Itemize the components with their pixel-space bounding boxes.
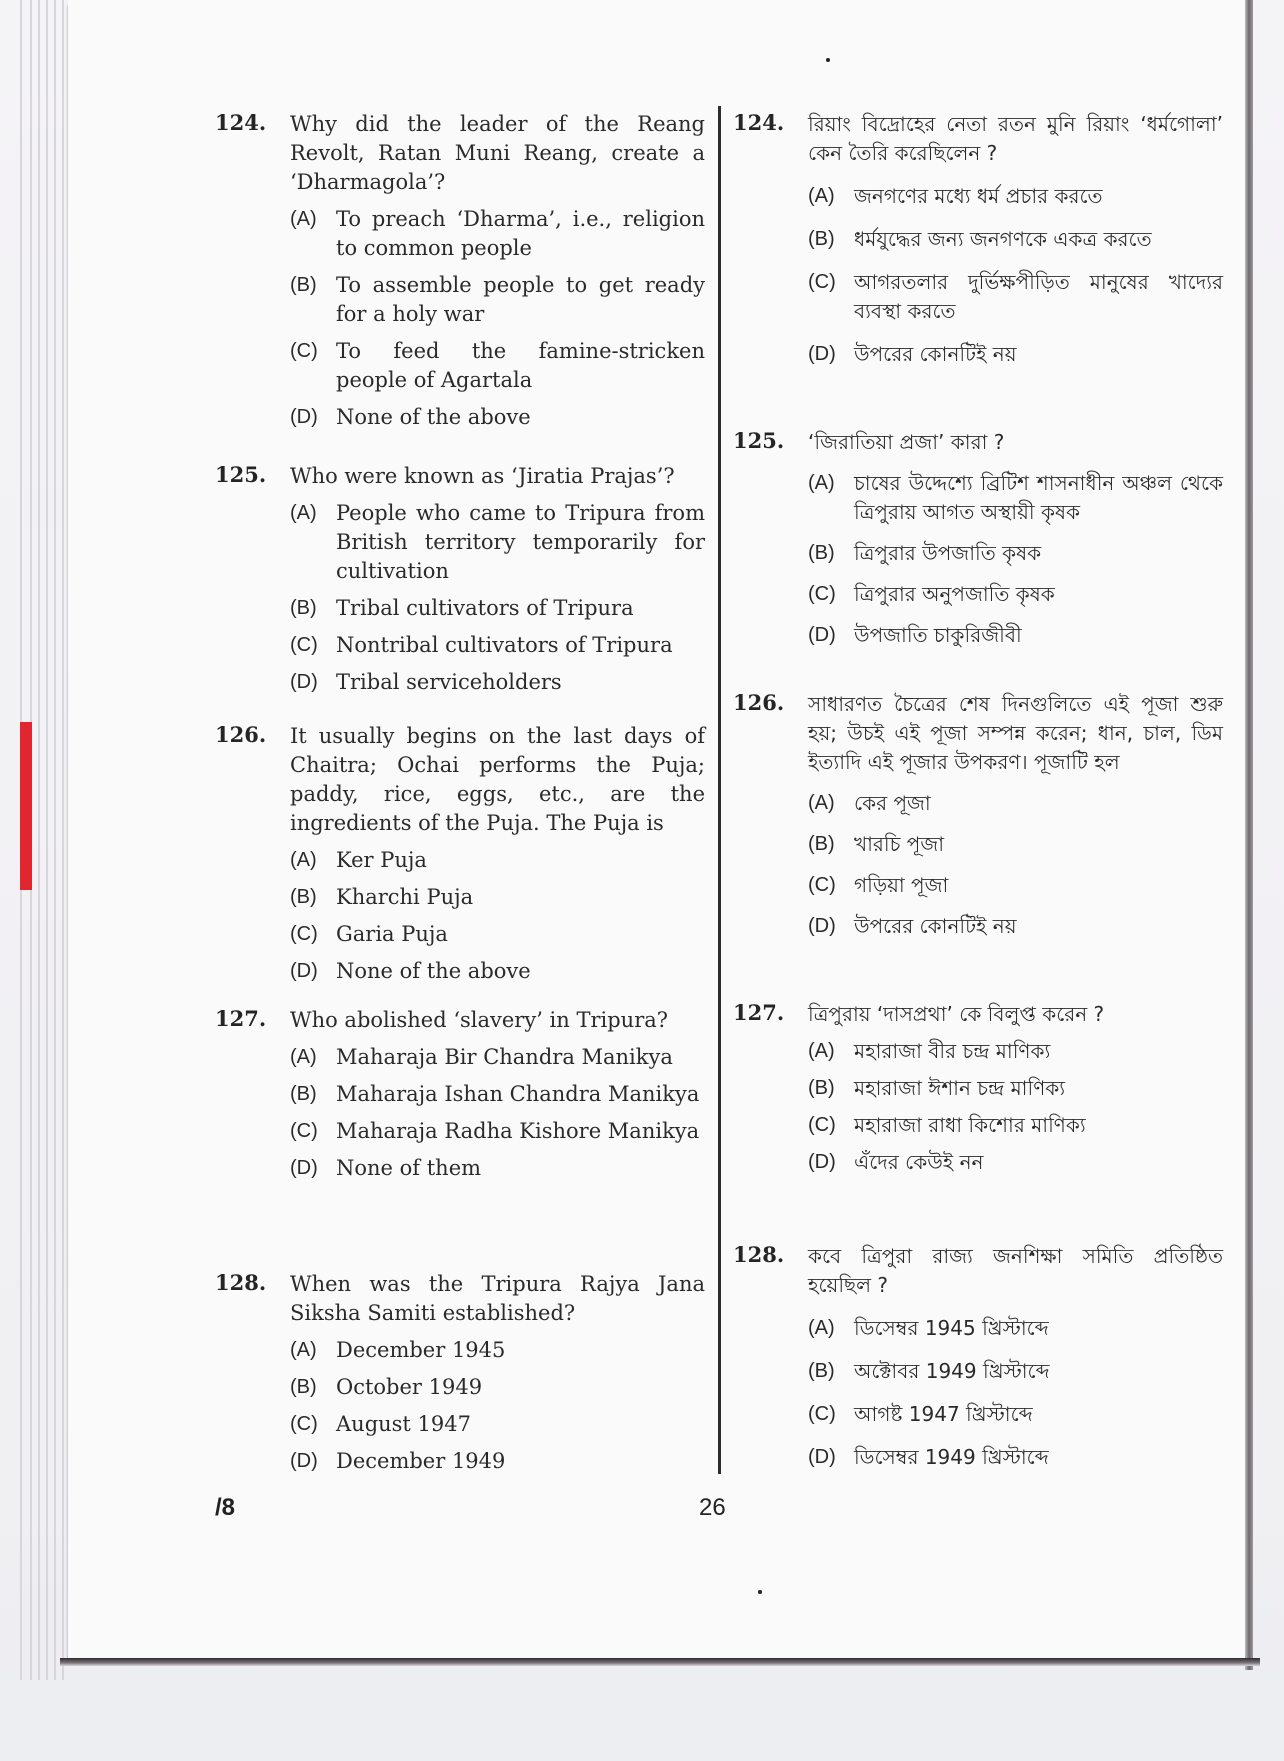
option-d: (D) এঁদের কেউই নন (808, 1150, 984, 1174)
option-a: (A) কের পূজা (808, 791, 931, 815)
question-127-en (215, 1006, 705, 1183)
question-number: 124. (215, 110, 267, 135)
option-b: (B) Maharaja Ishan Chandra Manikya (290, 1082, 700, 1106)
option-b: (B) ধর্মযুদ্ধের জন্য জনগণকে একত্র করতে (808, 227, 1152, 251)
option-d: (D) উপরের কোনটিই নয় (808, 342, 1017, 366)
question-127-bn (733, 1000, 1223, 1177)
question-text: ‘জিরাতিয়া প্রজা’ কারা ? (808, 430, 1005, 454)
question-125-en (215, 462, 705, 697)
option-d: (D) উপজাতি চাকুরিজীবী (808, 623, 1022, 647)
red-page-tab (20, 722, 32, 890)
option-b: (B) অক্টোবর 1949 খ্রিস্টাব্দে (808, 1359, 1050, 1383)
question-125-bn (733, 428, 1223, 650)
question-number: 126. (215, 722, 267, 747)
question-number: 128. (215, 1270, 267, 1295)
option-c: (C) আগরতলার দুর্ভিক্ষপীড়িত মানুষের খাদ্যের ব্যবস্থা করতে (808, 270, 1223, 323)
option-c: (C) Nontribal cultivators of Tripura (290, 633, 673, 657)
question-number: 126. (733, 690, 785, 715)
column-divider (718, 106, 721, 1474)
option-a: (A) Ker Puja (290, 848, 427, 872)
option-c: (C) ত্রিপুরার অনুপজাতি কৃষক (808, 582, 1055, 606)
option-d: (D) None of the above (290, 405, 531, 429)
question-number: 127. (215, 1006, 267, 1031)
option-d: (D) ডিসেম্বর 1949 খ্রিস্টাব্দে (808, 1445, 1049, 1469)
question-126-bn (733, 690, 1223, 941)
question-126-en (215, 722, 705, 986)
question-text: Who abolished ‘slavery’ in Tripura? (290, 1008, 669, 1032)
booklet-code: /8 (215, 1494, 236, 1521)
question-number: 124. (733, 110, 785, 135)
question-text: ত্রিপুরায় ‘দাসপ্রথা’ কে বিলুপ্ত করেন ? (808, 1002, 1105, 1026)
option-c: (C) Maharaja Radha Kishore Manikya (290, 1119, 700, 1143)
option-b: (B) October 1949 (290, 1375, 483, 1399)
option-c: (C) গড়িয়া পূজা (808, 873, 949, 897)
question-text: কবে ত্রিপুরা রাজ্য জনশিক্ষা সমিতি প্রতিষ্ঠিত হয়েছিল ? (808, 1244, 1223, 1297)
option-c: (C) মহারাজা রাধা কিশোর মাণিক্য (808, 1113, 1086, 1137)
option-d: (D) Tribal serviceholders (290, 670, 562, 694)
option-a: (A) Maharaja Bir Chandra Manikya (290, 1045, 673, 1069)
option-c: (C) August 1947 (290, 1412, 471, 1436)
option-b: (B) To assemble people to get ready for a holy war (290, 273, 705, 326)
option-b: (B) Tribal cultivators of Tripura (290, 596, 634, 620)
question-text: Who were known as ‘Jiratia Prajas’? (290, 464, 675, 488)
option-c: (C) আগষ্ট 1947 খ্রিস্টাব্দে (808, 1402, 1033, 1426)
question-124-bn (733, 110, 1223, 369)
option-d: (D) December 1949 (290, 1449, 506, 1473)
option-d: (D) উপরের কোনটিই নয় (808, 914, 1017, 938)
option-a: (A) ডিসেম্বর 1945 খ্রিস্টাব্দে (808, 1316, 1049, 1340)
page-right-edge (1245, 0, 1253, 1670)
question-number: 125. (215, 462, 267, 487)
speck (826, 58, 830, 62)
option-a: (A) মহারাজা বীর চন্দ্র মাণিক্য (808, 1039, 1051, 1063)
option-a: (A) জনগণের মধ্যে ধর্ম প্রচার করতে (808, 184, 1103, 208)
question-text: When was the Tripura Rajya Jana Siksha Samiti established? (290, 1272, 705, 1325)
option-a: (A) December 1945 (290, 1338, 506, 1362)
option-a: (A) চাষের উদ্দেশ্যে ব্রিটিশ শাসনাধীন অঞ্চল থেকে ত্রিপুরায় আগত অস্থায়ী কৃষক (808, 471, 1223, 524)
option-b: (B) ত্রিপুরার উপজাতি কৃষক (808, 541, 1042, 565)
page-bottom-edge (60, 1658, 1260, 1666)
option-b: (B) Kharchi Puja (290, 885, 474, 909)
question-text: It usually begins on the last days of Chaitra; Ochai performs the Puja; paddy, rice, eggs, etc., are the ingredients of the Puja. The Puja is (290, 724, 705, 835)
question-text: সাধারণত চৈত্রের শেষ দিনগুলিতে এই পূজা শুরু হয়; উচই এই পূজা সম্পন্ন করেন; ধান, চাল, ডিম ইত্যাদি এই পূজার উপকরণ। পূজাটি হল (808, 692, 1223, 774)
question-text: রিয়াং বিদ্রোহের নেতা রতন মুনি রিয়াং ‘ধর্মগোলা’ কেন তৈরি করেছিলেন ? (808, 112, 1223, 165)
option-d: (D) None of them (290, 1156, 482, 1180)
question-128-bn (733, 1242, 1223, 1472)
question-128-en (215, 1270, 705, 1476)
option-b: (B) খারচি পূজা (808, 832, 945, 856)
option-c: (C) Garia Puja (290, 922, 448, 946)
option-a: (A) People who came to Tripura from British territory temporarily for cultivation (290, 501, 705, 583)
page-number: 26 (699, 1494, 726, 1521)
option-c: (C) To feed the famine-stricken people of Agartala (290, 339, 705, 392)
question-124-en (215, 110, 705, 432)
question-number: 127. (733, 1000, 785, 1025)
question-text: Why did the leader of the Reang Revolt, Ratan Muni Reang, create a ‘Dharmagola’? (290, 112, 705, 194)
option-b: (B) মহারাজা ঈশান চন্দ্র মাণিক্য (808, 1076, 1066, 1100)
question-number: 125. (733, 428, 785, 453)
question-number: 128. (733, 1242, 785, 1267)
speck (758, 1590, 762, 1594)
option-a: (A) To preach ‘Dharma’, i.e., religion to common people (290, 207, 705, 260)
option-d: (D) None of the above (290, 959, 531, 983)
